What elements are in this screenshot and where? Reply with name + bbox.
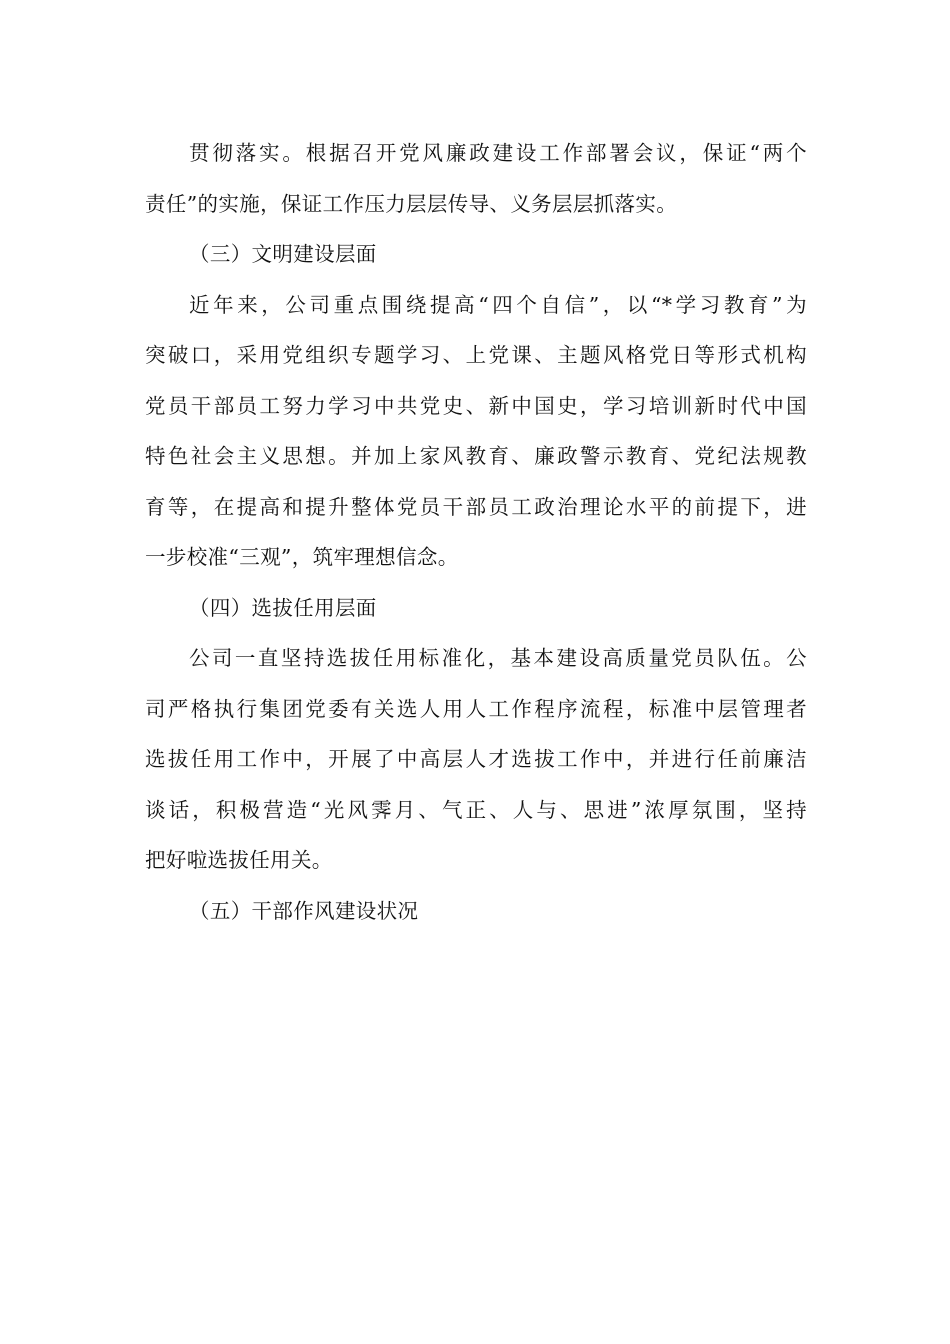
section-heading-civilization: （三）文明建设层面 [189,242,377,266]
paragraph-line: 一步校准“三观”，筑牢理想信念。 [145,545,459,569]
paragraph-implementation [145,133,807,234]
paragraph-line: 司严格执行集团党委有关选人用人工作程序流程，标准中层管理者 [145,696,807,721]
paragraph-line: 特色社会主义思想。并加上家风教育、廉政警示教育、党纪法规教 [145,444,807,468]
paragraph-line: 责任”的实施，保证工作压力层层传导、义务层层抓落实。 [145,191,678,216]
paragraph-line: 把好啦选拔任用关。 [145,848,333,872]
document-body [145,133,807,941]
paragraph-line: 谈话，积极营造“光风霁月、气正、人与、思进”浓厚氛围，坚持 [145,797,807,822]
section-heading-cadre-style: （五）干部作风建设状况 [189,898,419,923]
paragraph-line: 贯彻落实。根据召开党风廉政建设工作部署会议，保证“两个 [189,141,807,165]
paragraph-line: 突破口，采用党组织专题学习、上党课、主题风格党日等形式机构 [145,343,807,367]
paragraph-civilization [145,285,807,588]
paragraph-line: 公司一直坚持选拔任用标准化，基本建设高质量党员队伍。公 [189,646,807,670]
paragraph-line: 育等，在提高和提升整体党员干部员工政治理论水平的前提下，进 [145,494,807,519]
paragraph-line: 选拔任用工作中，开展了中高层人才选拔工作中，并进行任前廉洁 [145,747,807,771]
paragraph-selection [145,638,807,891]
paragraph-line: 党员干部员工努力学习中共党史、新中国史，学习培训新时代中国 [145,393,807,418]
section-heading-selection: （四）选拔任用层面 [189,595,377,620]
paragraph-line: 近年来，公司重点围绕提高“四个自信”，以“*学习教育”为 [189,292,807,317]
